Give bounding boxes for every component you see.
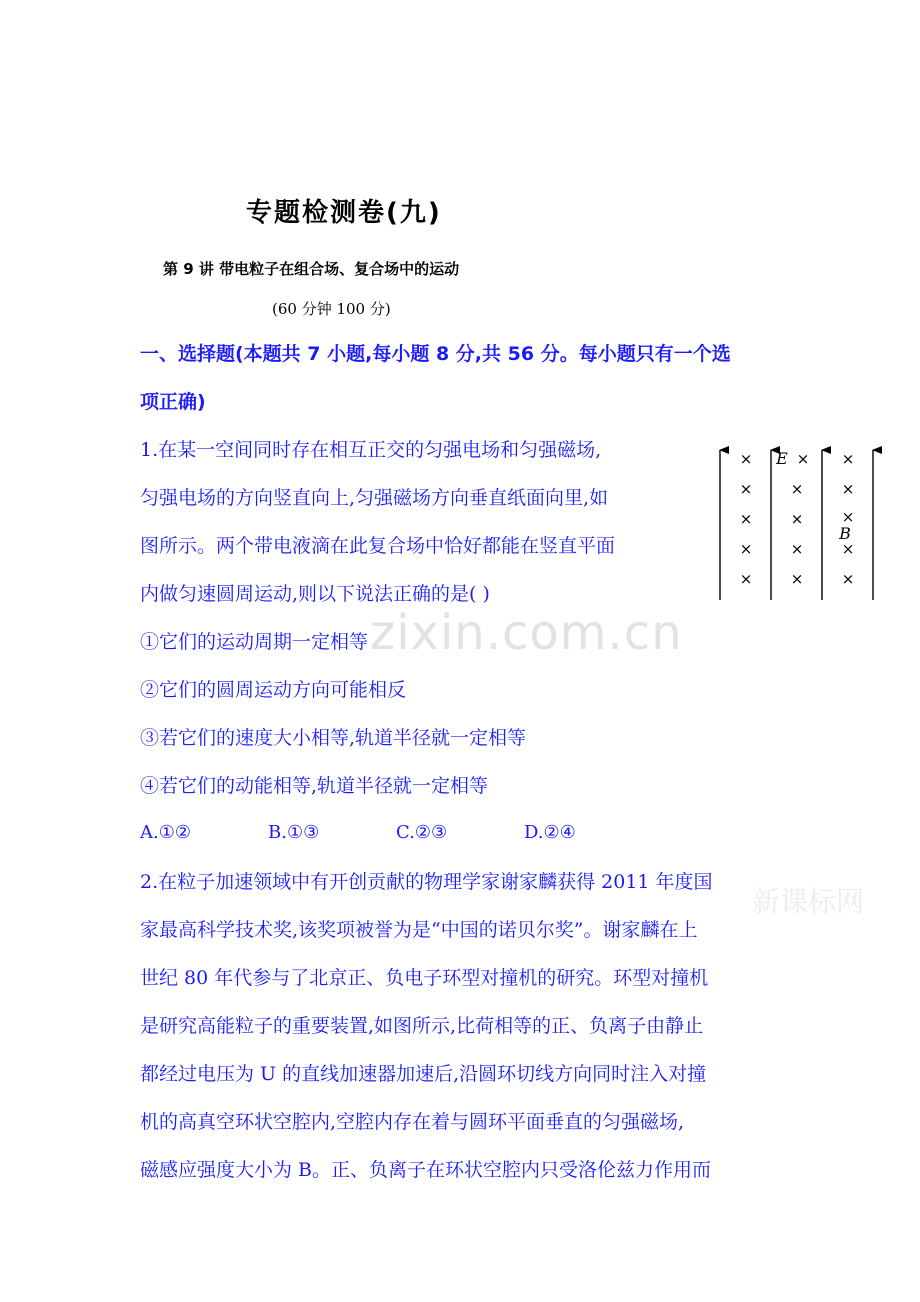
cross-mark: × (790, 510, 804, 528)
q1-option-d: D.②④ (524, 822, 576, 843)
lecture-subtitle: 第 9 讲 带电粒子在组合场、复合场中的运动 (163, 260, 460, 278)
field-diagram (712, 444, 882, 604)
q1-stem-line-1: 1.在某一空间同时存在相互正交的匀强电场和匀强磁场, (140, 439, 602, 461)
cross-mark: × (841, 450, 855, 468)
q1-stem-line-3: 图所示。两个带电液滴在此复合场中恰好都能在竖直平面 (140, 535, 616, 557)
cross-mark: × (841, 570, 855, 588)
cross-mark: × (790, 540, 804, 558)
cross-mark: × (790, 480, 804, 498)
q1-stem-line-2: 匀强电场的方向竖直向上,匀强磁场方向垂直纸面向里,如 (140, 487, 609, 509)
cross-mark: × (796, 450, 810, 468)
q1-statement-2: ②它们的圆周运动方向可能相反 (140, 679, 407, 701)
watermark: zixin.com.cn (370, 605, 683, 661)
cross-mark: × (841, 540, 855, 558)
q1-statement-4: ④若它们的动能相等,轨道半径就一定相等 (140, 775, 489, 797)
q2-stem-line-5: 都经过电压为 U 的直线加速器加速后,沿圆环切线方向同时注入对撞 (140, 1063, 707, 1085)
cross-mark: × (739, 540, 753, 558)
q1-statement-3: ③若它们的速度大小相等,轨道半径就一定相等 (140, 727, 527, 749)
cross-mark: × (739, 450, 753, 468)
q2-stem-line-1: 2.在粒子加速领域中有开创贡献的物理学家谢家麟获得 2011 年度国 (140, 871, 713, 893)
cross-mark: × (739, 570, 753, 588)
magnetic-field-crosses (740, 450, 855, 588)
exam-timing: (60 分钟 100 分) (272, 300, 391, 318)
label-e: E (776, 449, 788, 468)
q1-option-b: B.①③ (268, 822, 320, 843)
q1-statement-1: ①它们的运动周期一定相等 (140, 631, 369, 653)
cross-mark: × (739, 480, 753, 498)
cross-mark: × (739, 510, 753, 528)
cross-mark: × (841, 508, 855, 526)
cross-mark: × (841, 480, 855, 498)
q2-stem-line-4: 是研究高能粒子的重要装置,如图所示,比荷相等的正、负离子由静止 (140, 1015, 704, 1037)
q2-stem-line-3: 世纪 80 年代参与了北京正、负电子环型对撞机的研究。环型对撞机 (140, 967, 709, 989)
q2-stem-line-7: 磁感应强度大小为 B。正、负离子在环状空腔内只受洛伦兹力作用而 (140, 1159, 712, 1181)
cross-mark: × (790, 570, 804, 588)
q1-options (140, 822, 576, 843)
q1-option-a: A.①② (140, 822, 191, 843)
q1-option-c: C.②③ (396, 822, 448, 843)
section-heading-line-1: 一、选择题(本题共 7 小题,每小题 8 分,共 56 分。每小题只有一个选 (140, 343, 731, 365)
q2-stem-line-2: 家最高科学技术奖,该奖项被誉为是“中国的诺贝尔奖”。谢家麟在上 (140, 919, 698, 941)
corner-watermark: 新课标网 (752, 885, 865, 918)
q2-stem-line-6: 机的高真空环状空腔内,空腔内存在着与圆环平面垂直的匀强磁场, (140, 1111, 685, 1133)
section-heading-line-2: 项正确) (140, 391, 206, 413)
page-title: 专题检测卷(九) (246, 198, 442, 228)
q1-stem-line-4: 内做匀速圆周运动,则以下说法正确的是( ) (140, 583, 490, 605)
label-b: B (839, 524, 851, 543)
